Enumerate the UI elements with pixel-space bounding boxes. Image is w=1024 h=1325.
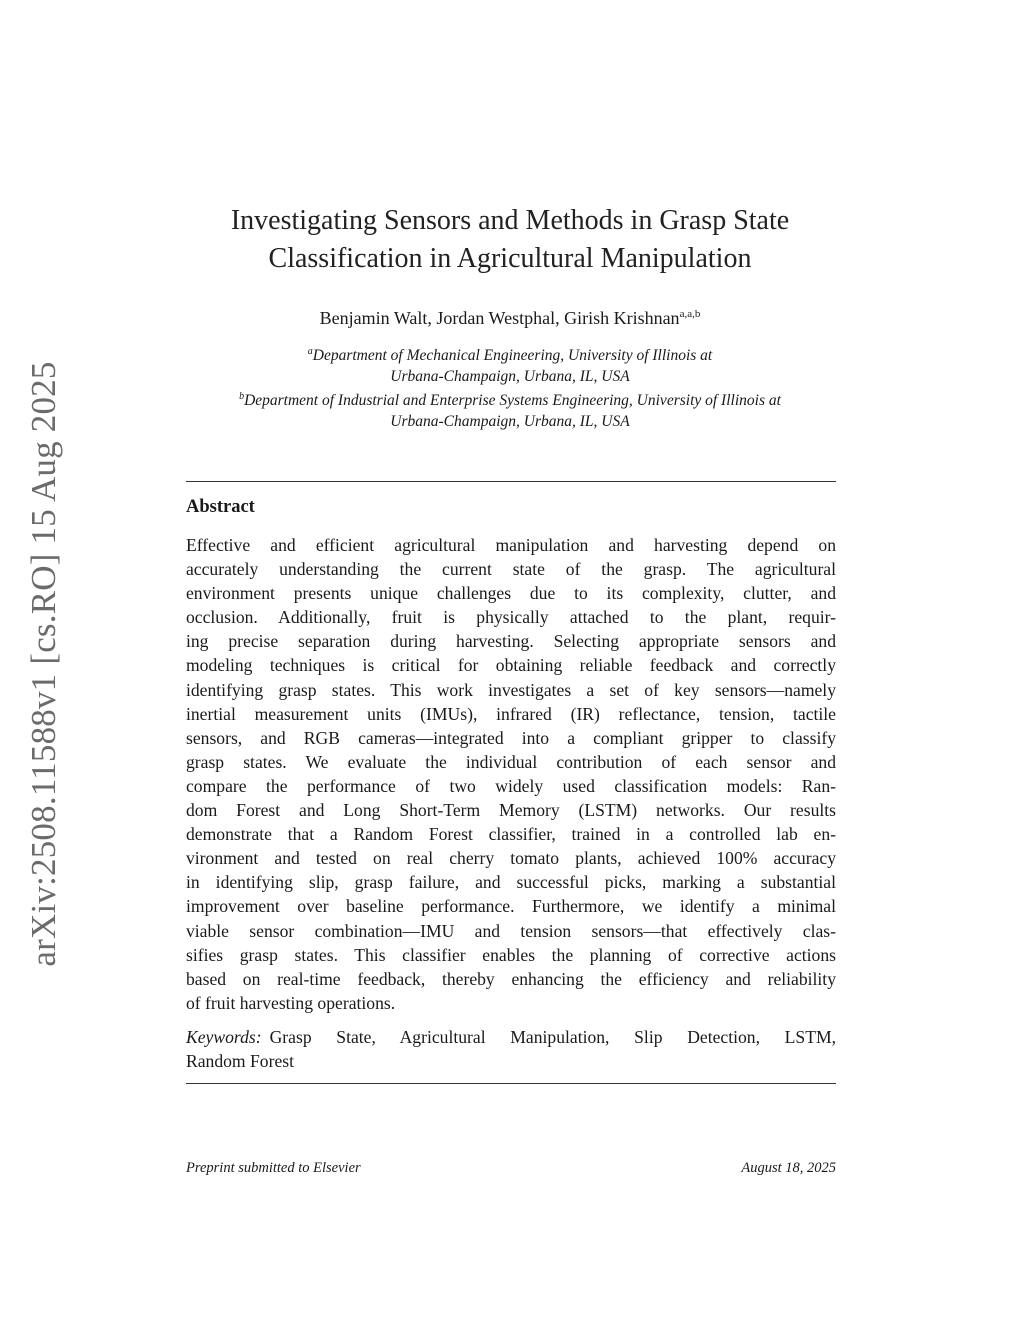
affiliation-b-text: Department of Industrial and Enterprise Systems Engineering, University of Illinois at <box>244 392 781 409</box>
abstract-line: environment presents unique challenges due to its complexity, clutter, and <box>186 583 836 604</box>
affiliations-block <box>150 342 870 432</box>
abstract-body <box>186 533 836 1015</box>
abstract-line: inertial measurement units (IMUs), infrared (IR) reflectance, tension, tactile <box>186 703 836 724</box>
abstract-line: in identifying slip, grasp failure, and successful picks, marking a substantial <box>186 872 836 893</box>
affiliation-b-marker: b <box>239 391 245 402</box>
abstract-line: grasp states. We evaluate the individual contribution of each sensor and <box>186 751 836 772</box>
abstract-line: Effective and efficient agricultural manipulation and harvesting depend on <box>186 535 836 555</box>
paper-title-line-1: Investigating Sensors and Methods in Grasp State <box>230 205 790 236</box>
abstract-line: improvement over baseline performance. Furthermore, we identify a minimal <box>186 896 836 917</box>
paper-title-line-2: Classification in Agricultural Manipulation <box>268 243 752 274</box>
abstract-line: viable sensor combination—IMU and tension sensors—that effectively clas- <box>186 920 836 941</box>
affiliation-a-line-1 <box>150 342 870 367</box>
abstract-line: compare the performance of two widely used classification models: Ran- <box>186 775 836 796</box>
abstract-line: identifying grasp states. This work investigates a set of key sensors—namely <box>186 679 836 700</box>
keywords-block <box>186 1025 836 1073</box>
abstract-line: sensors, and RGB cameras—integrated into a compliant gripper to classify <box>186 727 836 748</box>
keywords-line-1 <box>186 1025 836 1049</box>
affiliation-a-text: Department of Mechanical Engineering, University of Illinois at <box>312 347 713 364</box>
preprint-date: August 18, 2025 <box>741 1160 836 1176</box>
author-affiliation-marks: a,a,b <box>679 308 701 320</box>
preprint-note: Preprint submitted to Elsevier <box>186 1160 361 1176</box>
author-names: Benjamin Walt, Jordan Westphal, Girish Krishnan <box>319 308 680 328</box>
abstract-top-rule <box>186 481 836 482</box>
abstract-line: vironment and tested on real cherry tomato plants, achieved 100% accuracy <box>186 848 836 869</box>
paper-title <box>140 202 880 278</box>
abstract-line: dom Forest and Long Short-Term Memory (LSTM) networks. Our results <box>186 800 836 821</box>
keywords-list-part-1: Grasp State, Agricultural Manipulation, Slip Detection, LSTM, <box>269 1027 836 1047</box>
abstract-line: occlusion. Additionally, fruit is physically attached to the plant, requir- <box>186 607 836 628</box>
affiliation-b-line-1 <box>150 387 870 412</box>
abstract-line: based on real-time feedback, thereby enhancing the efficiency and reliability <box>186 968 836 989</box>
affiliation-a-marker: a <box>307 346 313 357</box>
affiliation-b-line-2: Urbana-Champaign, Urbana, IL, USA <box>390 412 630 430</box>
abstract-heading: Abstract <box>186 497 255 517</box>
abstract-line: sifies grasp states. This classifier enables the planning of corrective actions <box>186 944 836 965</box>
affiliation-a-line-2: Urbana-Champaign, Urbana, IL, USA <box>390 367 630 385</box>
arxiv-identifier-stamp: arXiv:2508.11588v1 [cs.RO] 15 Aug 2025 <box>24 361 63 967</box>
abstract-bottom-rule <box>186 1083 836 1084</box>
author-list <box>140 302 880 330</box>
abstract-line: of fruit harvesting operations. <box>186 992 396 1013</box>
abstract-line: ing precise separation during harvesting. Selecting appropriate sensors and <box>186 631 836 652</box>
abstract-line: modeling techniques is critical for obtaining reliable feedback and correctly <box>186 655 836 676</box>
abstract-line: accurately understanding the current state of the grasp. The agricultural <box>186 559 836 580</box>
abstract-line: demonstrate that a Random Forest classifier, trained in a controlled lab en- <box>186 824 836 845</box>
keywords-line-2: Random Forest <box>186 1051 295 1072</box>
keywords-label: Keywords: <box>186 1027 262 1047</box>
